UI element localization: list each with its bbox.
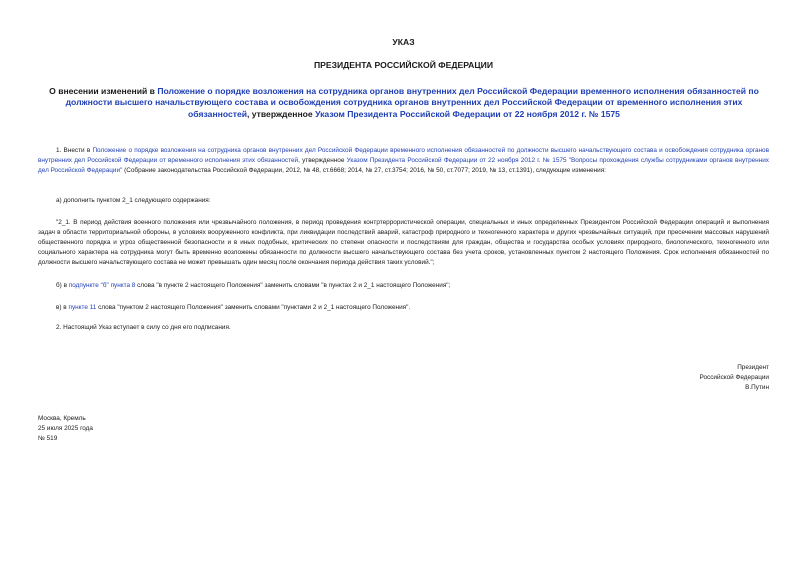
paragraph-1	[38, 146, 769, 176]
paragraph-2: 2. Настоящий Указ вступает в силу со дня его подписания.	[56, 324, 231, 331]
signature-name: В.Путин	[745, 384, 769, 391]
document-issuer: ПРЕЗИДЕНТА РОССИЙСКОЙ ФЕДЕРАЦИИ	[313, 60, 494, 70]
quoted-clause-2-1: "2_1. В период действия военного положения или чрезвычайного положения, в период проведения контртеррористической операции, специальных и иных определенных Президентом Российской Федерации операций и выполнения задач в области территориальной обороны, в условиях вооруженного конфликта, при ликвидации последствий аварий, катастроф природного и техногенного характера и других чрезвычайных ситуаций, при пресечении массовых нарушений общественного порядка и угроз общественной безопасности и в иных подобных, критических по степени опасности и последствиям для граждан, общества и государства особых условиях природного, биологического, техногенного или социального характера на сотрудника могут быть временно возложены обязанности по должности высшего начальствующего состава без учета сроков, установленных пунктом 2 настоящего Положения. Срок исполнения обязанностей по должности высшего начальствующего состава не может превышать один месяц после окончания периода действия таких условий.";	[38, 219, 769, 266]
document-title: УКАЗ	[392, 37, 415, 47]
item-c-prefix: в) в	[56, 304, 69, 311]
signature-position: Президент	[737, 364, 769, 371]
para1-suffix: (Собрание законодательства Российской Федерации, 2012, № 48, ст.6668; 2014, № 27, ст.3754; 2016, № 50, ст.7077; 2019, № 13, ст.1391), следующие изменения:	[122, 166, 606, 174]
item-a: а) дополнить пунктом 2_1 следующего содержания:	[56, 197, 211, 204]
document-subtitle	[46, 86, 762, 120]
item-b-suffix: слова "в пункте 2 настоящего Положения" заменить словами "в пунктах 2 и 2_1 настоящего Положения";	[135, 282, 451, 289]
subtitle-decree-link[interactable]: Указом Президента Российской Федерации от 22 ноября 2012 г. № 1575	[315, 108, 620, 119]
para1-prefix: 1. Внести в	[56, 147, 93, 154]
para1-regulation-link[interactable]: Положение о порядке возложения на сотрудника органов внутренних дел Российской Федерации временного исполнения обязанностей по должности высшего начальствующего состава и освобождения сотрудника органов внутренних дел Российской Федерации от временного исполнения этих обязанностей	[38, 147, 769, 164]
subtitle-middle: , утвержденное	[247, 108, 316, 119]
decree-number: № 519	[38, 435, 58, 443]
para1-middle: , утвержденное	[298, 156, 347, 164]
item-b	[38, 281, 769, 291]
subtitle-prefix: О внесении изменений в	[49, 86, 158, 96]
signing-date: 25 июля 2025 года	[38, 425, 93, 433]
item-c-suffix: слова "пунктом 2 настоящего Положения" заменить словами "пунктами 2 и 2_1 настоящего Положения".	[96, 304, 411, 311]
signing-place: Москва, Кремль	[38, 415, 86, 422]
item-c	[38, 303, 769, 313]
item-b-prefix: б) в	[56, 282, 69, 289]
signature-country: Российской Федерации	[699, 374, 769, 381]
subtitle-regulation-link[interactable]: Положение о порядке возложения на сотрудника органов внутренних дел Российской Федерации временного исполнения обязанностей по должности высшего начальствующего состава и освобождения сотрудника органов внутренних дел Российской Федерации от временного исполнения этих обязанностей	[65, 86, 759, 119]
item-b-link[interactable]: подпункте "б" пункта 8	[68, 282, 136, 289]
signature-block	[700, 363, 770, 393]
item-c-link[interactable]: пункте 11	[68, 304, 97, 311]
place-date-block	[38, 414, 93, 445]
para1-decree-link[interactable]: Указом Президента Российской Федерации от 22 ноября 2012 г. № 1575 "Вопросы прохождения службы сотрудниками органов внутренних дел Российской Федерации"	[38, 156, 770, 174]
